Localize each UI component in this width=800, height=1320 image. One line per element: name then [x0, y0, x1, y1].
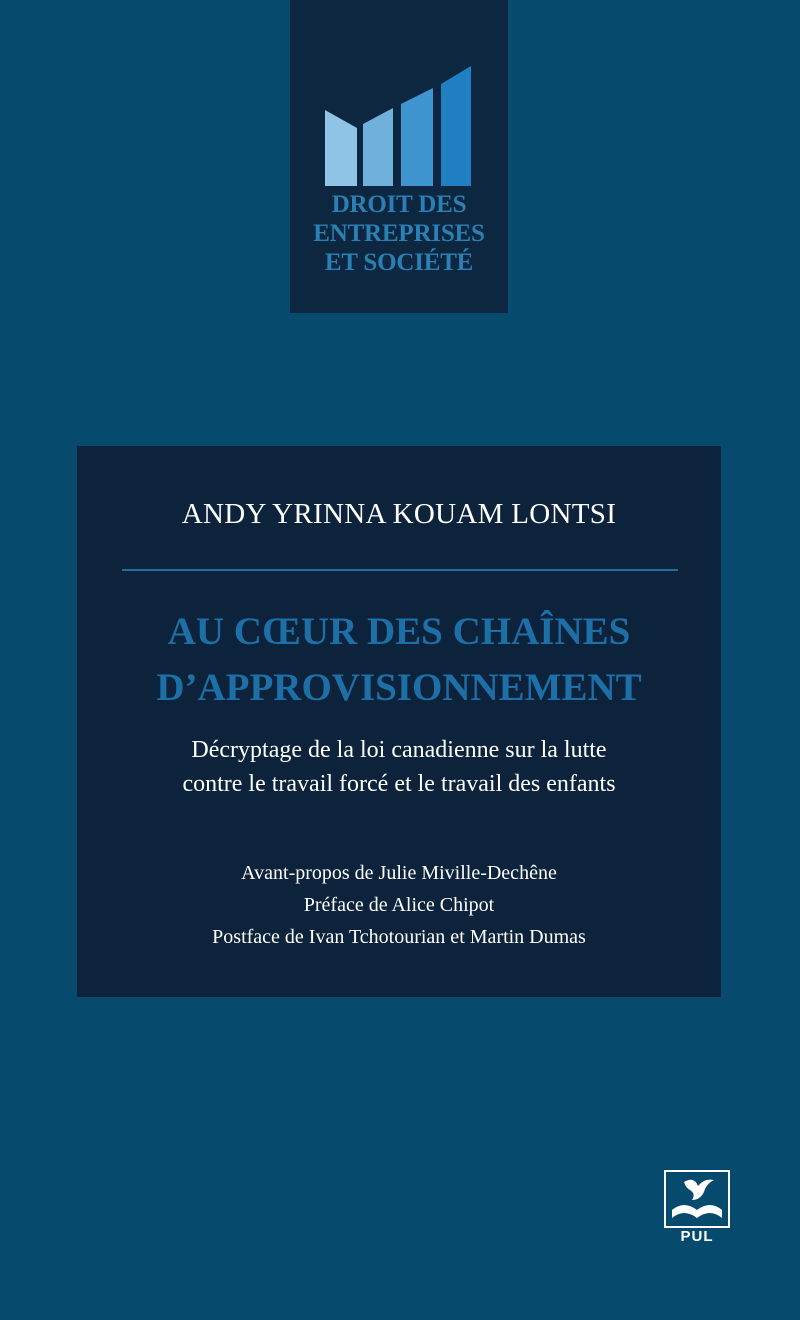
ascending-bars-icon	[323, 62, 473, 186]
author-name: ANDY YRINNA KOUAM LONTSI	[181, 498, 617, 530]
book-subtitle-line: contre le travail forcé et le travail des enfants	[182, 771, 616, 797]
book-title-line: AU CŒUR DES CHAÎNES	[167, 610, 631, 653]
series-title	[290, 190, 508, 277]
book-subtitle-line: Décryptage de la loi canadienne sur la lutte	[191, 737, 607, 763]
divider	[122, 569, 678, 571]
series-title-line: ET SOCIÉTÉ	[324, 249, 474, 276]
preface-credit: Préface de Alice Chipot	[303, 894, 495, 916]
series-title-line: ENTREPRISES	[313, 220, 485, 247]
series-title-line: DROIT DES	[331, 191, 467, 218]
book-title-line: D’APPROVISIONNEMENT	[156, 666, 642, 709]
contributors	[77, 857, 721, 953]
series-badge	[290, 0, 508, 313]
book-subtitle	[77, 733, 721, 801]
publisher-name: PUL	[680, 1228, 714, 1245]
title-panel	[77, 446, 721, 997]
book-title	[77, 604, 721, 716]
open-book-bird-icon	[664, 1170, 730, 1228]
foreword-credit: Avant-propos de Julie Miville-Dechêne	[241, 862, 557, 884]
afterword-credit: Postface de Ivan Tchotourian et Martin Dumas	[212, 926, 586, 948]
